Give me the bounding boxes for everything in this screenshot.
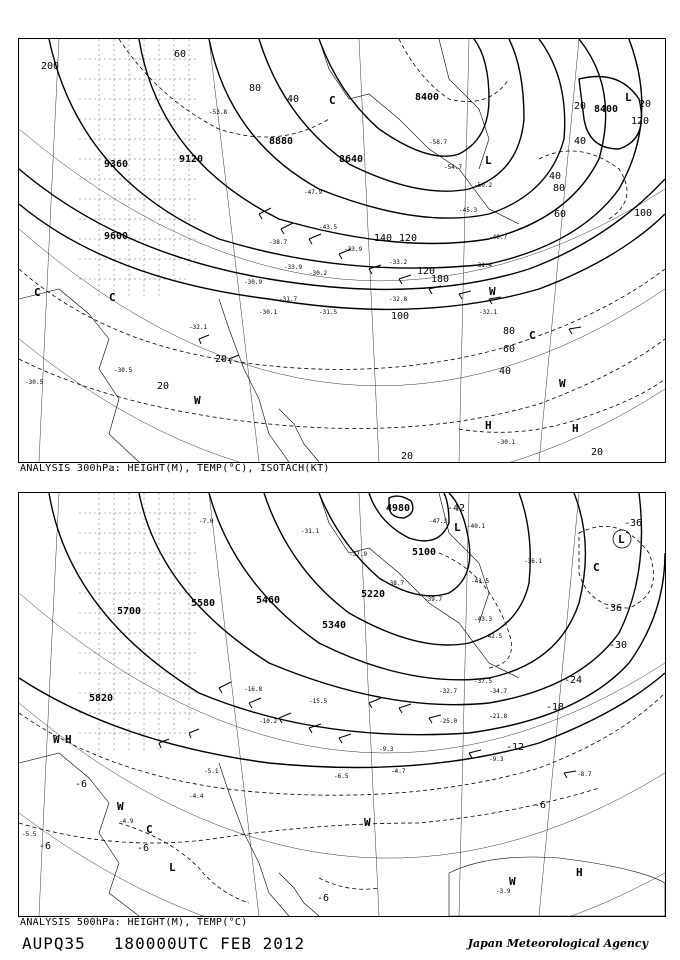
warm-center: W: [489, 285, 496, 298]
isotherm-label: -6: [317, 893, 330, 904]
bulletin-id: AUPQ35: [22, 934, 86, 953]
station-value: -9.3: [489, 756, 504, 763]
warm-center: W: [559, 377, 566, 390]
low-center: L: [625, 91, 632, 104]
high-center: H: [65, 733, 72, 746]
high-center: H: [572, 422, 579, 435]
bulletin-header: [22, 934, 305, 953]
isotach-label: 40: [499, 366, 512, 377]
low-center: L: [454, 521, 461, 534]
height-label: 8400: [415, 92, 440, 103]
caption-300hpa: ANALYSIS 300hPa: HEIGHT(M), TEMP(°C), ISOTACH(KT): [20, 463, 330, 474]
wind-barbs: [159, 682, 576, 778]
station-value: -7.0: [199, 518, 214, 525]
station-value: -38.7: [386, 580, 405, 587]
station-value: -5.5: [22, 831, 37, 838]
height-label: 5580: [191, 598, 216, 609]
cold-center: C: [146, 823, 153, 836]
isotach-label: 120: [631, 116, 650, 127]
station-value: -32.8: [389, 296, 408, 303]
cold-center: C: [109, 291, 116, 304]
isotherm-label: -18: [546, 702, 565, 713]
warm-center: W: [117, 800, 124, 813]
height-label: 8640: [339, 154, 364, 165]
station-value: -40.7: [489, 234, 508, 241]
isotherm-label: -42: [447, 503, 466, 514]
coastlines: [19, 39, 519, 462]
station-value: -33.2: [389, 259, 408, 266]
map-500hpa: [18, 492, 666, 917]
station-value: -39.7: [424, 596, 443, 603]
station-value: -30.1: [259, 309, 278, 316]
station-value: -43.5: [319, 224, 338, 231]
station-value: -9.3: [379, 746, 394, 753]
height-label: 9600: [104, 231, 129, 242]
low-center: L: [618, 533, 625, 546]
wind-barbs: [199, 208, 581, 364]
station-value: -34.7: [489, 688, 508, 695]
height-label: 5820: [89, 693, 114, 704]
height-label: 5340: [322, 620, 347, 631]
station-value: -4.4: [189, 793, 204, 800]
isotach-label: 60: [503, 344, 516, 355]
isotach-label: 80: [249, 83, 262, 94]
station-value: -4.7: [391, 768, 406, 775]
station-value: -32.1: [479, 309, 498, 316]
isotach-label: 20: [639, 99, 652, 110]
analysis-time: 180000UTC FEB 2012: [113, 934, 306, 953]
station-value: -31.5: [319, 309, 338, 316]
station-value: -4.9: [119, 818, 134, 825]
isotherm-label: -12: [506, 742, 525, 753]
station-value: -31.7: [279, 296, 298, 303]
height-label: 5220: [361, 589, 386, 600]
isotach-label: 60: [554, 209, 567, 220]
isotherm-label: -30: [609, 640, 628, 651]
station-value: -43.3: [474, 616, 493, 623]
station-value: -30.5: [114, 367, 133, 374]
caption-500hpa: ANALYSIS 500hPa: HEIGHT(M), TEMP(°C): [20, 917, 248, 928]
isotherm-label: -6: [137, 843, 150, 854]
station-value: -16.8: [244, 686, 263, 693]
station-value: -36.1: [524, 558, 543, 565]
height-labels: [89, 503, 436, 704]
station-value: -58.7: [429, 139, 448, 146]
low-center: L: [169, 861, 176, 874]
station-value: -50.2: [474, 182, 493, 189]
station-value: -32.1: [189, 324, 208, 331]
lat-lon-grid: [19, 39, 665, 462]
high-center: H: [485, 419, 492, 432]
station-value: -31.4: [474, 262, 493, 269]
isotach-label: 60: [174, 49, 187, 60]
isotach-label: 80: [503, 326, 516, 337]
isotherm-label: -36: [604, 603, 623, 614]
height-label: 9120: [179, 154, 204, 165]
station-value: -10.2: [259, 718, 278, 725]
isotach-label: 20: [574, 101, 587, 112]
isotach-label: 40: [549, 171, 562, 182]
isotherm-label: -6: [39, 841, 52, 852]
station-value: -30.5: [25, 379, 44, 386]
station-value: -33.9: [344, 246, 363, 253]
agency-name: Japan Meteorological Agency: [467, 937, 648, 950]
station-value: -3.9: [496, 888, 511, 895]
lat-lon-grid: [19, 493, 665, 916]
station-value: -53.8: [209, 109, 228, 116]
land-hatch: [79, 39, 199, 299]
low-center: L: [485, 154, 492, 167]
station-value: -32.7: [439, 688, 458, 695]
cold-center: C: [529, 329, 536, 342]
height-label: 4980: [386, 503, 411, 514]
cold-center: C: [329, 94, 336, 107]
coastlines: [19, 493, 665, 916]
isotach-label: 20: [157, 381, 170, 392]
warm-center: W: [364, 816, 371, 829]
station-value: -47.9: [304, 189, 323, 196]
isotach-label: 80: [553, 183, 566, 194]
isotherm-label: -24: [564, 675, 583, 686]
warm-center: W: [53, 733, 60, 746]
map-300hpa-canvas: [19, 39, 665, 462]
station-value: -38.7: [269, 239, 288, 246]
station-value: -37.5: [474, 678, 493, 685]
station-value: -25.0: [439, 718, 458, 725]
station-value: -30.2: [309, 270, 328, 277]
isotach-label: 100: [391, 311, 410, 322]
cold-center: C: [593, 561, 600, 574]
isotherm-labels: [39, 503, 642, 904]
high-center: H: [576, 866, 583, 879]
warm-center: W: [194, 394, 201, 407]
station-value: -41.5: [471, 578, 490, 585]
land-hatch: [79, 493, 199, 753]
station-value: -5.1: [204, 768, 219, 775]
isotach-label: 20: [401, 451, 414, 462]
height-contours: [19, 39, 665, 309]
station-value: -30.1: [497, 439, 516, 446]
station-value: -42.5: [484, 633, 503, 640]
isotach-label: 120: [417, 266, 436, 277]
isotach-label: 140: [374, 233, 393, 244]
station-temperatures: [22, 518, 592, 895]
isotach-label: 200: [41, 61, 60, 72]
isotherm-label: -6: [534, 800, 547, 811]
station-value: -31.1: [301, 528, 320, 535]
height-label: 8400: [594, 104, 619, 115]
map-500hpa-canvas: [19, 493, 665, 916]
height-label: 9360: [104, 159, 129, 170]
station-value: -47.3: [429, 518, 448, 525]
station-value: -33.9: [284, 264, 303, 271]
cold-center: C: [34, 286, 41, 299]
isotherm-label: -6: [75, 779, 88, 790]
height-label: 5100: [412, 547, 437, 558]
station-value: -6.5: [334, 773, 349, 780]
isotach-label: 120: [399, 233, 418, 244]
map-300hpa: [18, 38, 666, 463]
isotach-label: 40: [287, 94, 300, 105]
station-value: -45.3: [459, 207, 478, 214]
isotach-label: 180: [431, 274, 450, 285]
isotach-label: 20: [215, 354, 228, 365]
isotach-label: 100: [634, 208, 653, 219]
warm-center: W: [509, 875, 516, 888]
station-value: -54.7: [444, 164, 463, 171]
isotach-label: 40: [574, 136, 587, 147]
isotach-label: 20: [591, 447, 604, 458]
height-label: 8880: [269, 136, 294, 147]
isotherm-label: -36: [624, 518, 643, 529]
station-value: -37.9: [349, 551, 368, 558]
station-value: -8.7: [577, 771, 592, 778]
station-value: -40.1: [467, 523, 486, 530]
station-value: -15.5: [309, 698, 328, 705]
station-value: -30.9: [244, 279, 263, 286]
height-label: 5700: [117, 606, 142, 617]
station-value: -21.8: [489, 713, 508, 720]
height-label: 5460: [256, 595, 281, 606]
